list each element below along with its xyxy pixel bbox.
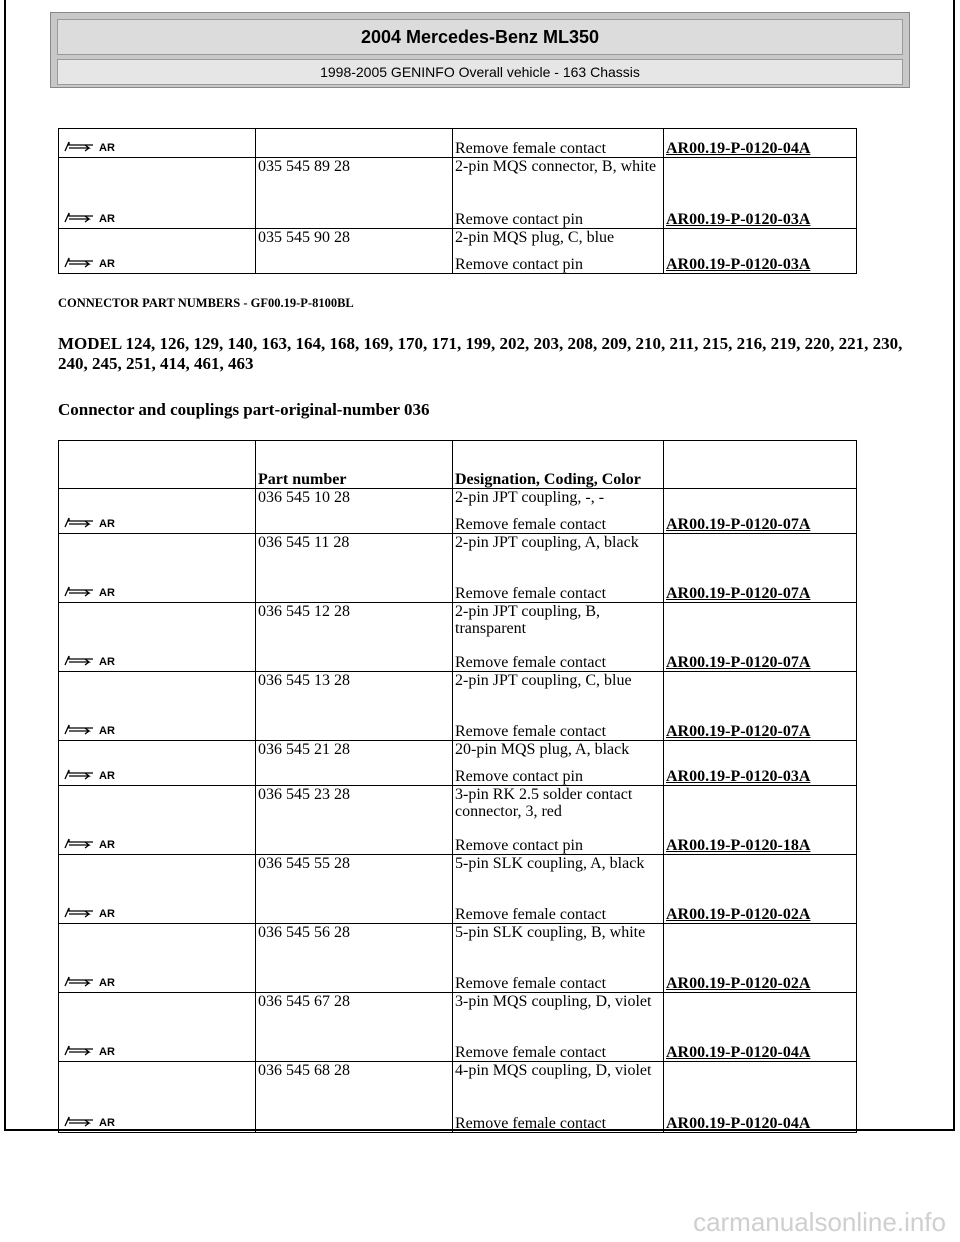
designation-content — [455, 229, 663, 273]
header-title-bar — [57, 19, 903, 55]
ar-arrow-icon[interactable] — [63, 1114, 123, 1131]
reference-cell — [664, 534, 857, 603]
designation-text: 2-pin JPT coupling, A, black — [455, 534, 639, 551]
designation-text: 2-pin JPT coupling, -, - — [455, 489, 605, 506]
designation-text: 2-pin JPT coupling, B, transparent — [455, 603, 601, 637]
reference-link[interactable]: AR00.19-P-0120-07A — [666, 654, 811, 671]
part-number-cell — [256, 924, 453, 993]
parts-table-036 — [58, 440, 857, 1133]
row-icon-cell — [59, 158, 256, 229]
watermark: carmanualsonline.info — [693, 1207, 946, 1237]
row-icon-cell — [59, 855, 256, 924]
part-number: 035 545 89 28 — [258, 158, 350, 175]
designation-content — [455, 741, 663, 785]
table-header-row — [59, 441, 857, 489]
section-heading-connector-part-numbers: CONNECTOR PART NUMBERS - GF00.19-P-8100BL — [58, 296, 354, 310]
designation-cell — [453, 993, 664, 1062]
reference-link[interactable]: AR00.19-P-0120-03A — [666, 256, 811, 273]
reference-link[interactable]: AR00.19-P-0120-03A — [666, 211, 811, 228]
designation-content — [455, 534, 663, 602]
table-row — [59, 534, 857, 603]
designation-cell — [453, 129, 664, 158]
ar-arrow-icon[interactable] — [63, 974, 123, 991]
action-text: Remove female contact — [455, 585, 607, 602]
row-icon-cell — [59, 534, 256, 603]
action-text: Remove female contact — [455, 906, 607, 923]
reference-link[interactable]: AR00.19-P-0120-18A — [666, 837, 811, 854]
designation-cell — [453, 229, 664, 274]
reference-cell — [664, 924, 857, 993]
row-icon-cell — [59, 672, 256, 741]
part-number: 035 545 90 28 — [258, 229, 350, 246]
designation-content — [455, 672, 663, 740]
row-icon-cell — [59, 229, 256, 274]
part-number: 036 545 55 28 — [258, 855, 350, 872]
designation-text: 5-pin SLK coupling, A, black — [455, 855, 645, 872]
table-row — [59, 1062, 857, 1133]
ar-icon-label: AR — [99, 656, 115, 666]
table-row — [59, 741, 857, 786]
part-number-cell — [256, 603, 453, 672]
action-text: Remove female contact — [455, 516, 607, 533]
ar-icon-label: AR — [99, 977, 115, 987]
part-number: 036 545 13 28 — [258, 672, 350, 689]
column-header-part-number: Part number — [258, 471, 347, 488]
ar-icon-label: AR — [99, 518, 115, 528]
action-text: Remove female contact — [455, 723, 607, 740]
row-icon-cell — [59, 129, 256, 158]
ar-icon-label: AR — [99, 725, 115, 735]
action-text: Remove female contact — [455, 975, 607, 992]
ar-icon-label: AR — [99, 213, 115, 223]
designation-cell — [453, 786, 664, 855]
row-icon-cell — [59, 603, 256, 672]
ar-icon-label: AR — [99, 258, 115, 268]
reference-cell — [664, 229, 857, 274]
part-number-cell — [256, 993, 453, 1062]
row-icon-cell — [59, 489, 256, 534]
designation-text: 4-pin MQS coupling, D, violet — [455, 1062, 652, 1079]
ar-arrow-icon[interactable] — [63, 584, 123, 601]
designation-cell — [453, 489, 664, 534]
designation-content — [455, 924, 663, 992]
reference-cell — [664, 129, 857, 158]
document-header — [50, 12, 910, 88]
reference-cell — [664, 489, 857, 534]
table-row — [59, 786, 857, 855]
reference-cell — [664, 158, 857, 229]
row-icon-cell — [59, 786, 256, 855]
designation-text: 2-pin MQS plug, C, blue — [455, 229, 615, 246]
reference-cell — [664, 786, 857, 855]
document-subtitle: 1998-2005 GENINFO Overall vehicle - 163 Chassis — [320, 64, 640, 80]
designation-text: 3-pin RK 2.5 solder contact connector, 3, red — [455, 786, 633, 820]
designation-content — [455, 993, 663, 1061]
reference-link[interactable]: AR00.19-P-0120-03A — [666, 768, 811, 785]
table-row — [59, 924, 857, 993]
action-text: Remove female contact — [455, 1044, 607, 1061]
reference-link[interactable]: AR00.19-P-0120-04A — [666, 1044, 811, 1061]
header-subtitle-bar — [57, 59, 903, 85]
part-number: 036 545 11 28 — [258, 534, 350, 551]
ar-icon-label: AR — [99, 770, 115, 780]
reference-link[interactable]: AR00.19-P-0120-07A — [666, 585, 811, 602]
header-cell-part-number — [256, 441, 453, 489]
part-number: 036 545 23 28 — [258, 786, 350, 803]
ar-arrow-icon[interactable] — [63, 653, 123, 670]
part-number: 036 545 12 28 — [258, 603, 350, 620]
row-icon-cell — [59, 924, 256, 993]
part-number-cell — [256, 229, 453, 274]
part-number-cell — [256, 489, 453, 534]
header-cell-designation — [453, 441, 664, 489]
ar-arrow-icon[interactable] — [63, 836, 123, 853]
reference-link[interactable]: AR00.19-P-0120-07A — [666, 516, 811, 533]
reference-link[interactable]: AR00.19-P-0120-02A — [666, 975, 811, 992]
designation-cell — [453, 1062, 664, 1133]
reference-cell — [664, 672, 857, 741]
reference-cell — [664, 993, 857, 1062]
action-text: Remove contact pin — [455, 837, 583, 854]
row-icon-cell — [59, 741, 256, 786]
table-row — [59, 993, 857, 1062]
action-text: Remove female contact — [455, 140, 607, 157]
section-heading-models: MODEL 124, 126, 129, 140, 163, 164, 168, 169, 170, 171, 199, 202, 203, 208, 209, 210, 211, 215, 216, 219, 220, 221, 230, 240, 245, 251, 414, 461, 463 — [58, 334, 903, 373]
designation-text: 5-pin SLK coupling, B, white — [455, 924, 646, 941]
part-number-cell — [256, 158, 453, 229]
table-row — [59, 672, 857, 741]
designation-content — [455, 489, 663, 533]
table-row — [59, 489, 857, 534]
ar-icon-label: AR — [99, 1117, 115, 1127]
ar-icon-label: AR — [99, 1046, 115, 1056]
designation-content — [455, 603, 663, 671]
action-text: Remove female contact — [455, 1115, 607, 1132]
ar-arrow-icon[interactable] — [63, 905, 123, 922]
designation-content — [455, 158, 663, 228]
designation-cell — [453, 855, 664, 924]
reference-cell — [664, 741, 857, 786]
ar-icon-label: AR — [99, 142, 115, 152]
reference-cell — [664, 603, 857, 672]
table-row — [59, 855, 857, 924]
part-number: 036 545 56 28 — [258, 924, 350, 941]
ar-icon-label: AR — [99, 839, 115, 849]
table-row — [59, 229, 857, 274]
reference-link[interactable]: AR00.19-P-0120-04A — [666, 1115, 811, 1132]
designation-cell — [453, 534, 664, 603]
designation-content — [455, 786, 663, 854]
designation-text: 3-pin MQS coupling, D, violet — [455, 993, 652, 1010]
part-number-cell — [256, 672, 453, 741]
part-number-cell — [256, 534, 453, 603]
ar-arrow-icon[interactable] — [63, 767, 123, 784]
action-text: Remove contact pin — [455, 211, 583, 228]
table-row — [59, 603, 857, 672]
ar-arrow-icon[interactable] — [63, 1043, 123, 1060]
column-header-designation: Designation, Coding, Color — [455, 471, 641, 488]
designation-content — [455, 855, 663, 923]
part-number-cell — [256, 855, 453, 924]
document-title: 2004 Mercedes-Benz ML350 — [360, 26, 600, 47]
row-icon-cell — [59, 1062, 256, 1133]
reference-cell — [664, 855, 857, 924]
ar-arrow-icon[interactable] — [63, 515, 123, 532]
designation-text: 2-pin JPT coupling, C, blue — [455, 672, 632, 689]
part-number: 036 545 68 28 — [258, 1062, 350, 1079]
designation-cell — [453, 741, 664, 786]
reference-link[interactable]: AR00.19-P-0120-07A — [666, 723, 811, 740]
table-row — [59, 158, 857, 229]
ar-arrow-icon[interactable] — [63, 210, 123, 227]
ar-icon-label: AR — [99, 908, 115, 918]
part-number: 036 545 21 28 — [258, 741, 350, 758]
header-cell-reference — [664, 441, 857, 489]
part-number: 036 545 10 28 — [258, 489, 350, 506]
designation-cell — [453, 672, 664, 741]
designation-cell — [453, 158, 664, 229]
row-icon-cell — [59, 993, 256, 1062]
ar-arrow-icon[interactable] — [63, 255, 123, 272]
action-text: Remove contact pin — [455, 256, 583, 273]
designation-cell — [453, 924, 664, 993]
reference-link[interactable]: AR00.19-P-0120-04A — [666, 140, 811, 157]
ar-icon-label: AR — [99, 587, 115, 597]
designation-cell — [453, 603, 664, 672]
designation-text: 20-pin MQS plug, A, black — [455, 741, 630, 758]
part-number-cell — [256, 1062, 453, 1133]
action-text: Remove contact pin — [455, 768, 583, 785]
designation-content — [455, 129, 663, 157]
designation-text: 2-pin MQS connector, B, white — [455, 158, 657, 175]
designation-content — [455, 1062, 663, 1132]
action-text: Remove female contact — [455, 654, 607, 671]
table-row — [59, 129, 857, 158]
header-cell-icon — [59, 441, 256, 489]
part-number-cell — [256, 786, 453, 855]
ar-arrow-icon[interactable] — [63, 722, 123, 739]
section-heading-couplings: Connector and couplings part-original-number 036 — [58, 400, 430, 419]
part-number: 036 545 67 28 — [258, 993, 350, 1010]
reference-link[interactable]: AR00.19-P-0120-02A — [666, 906, 811, 923]
part-number-cell — [256, 741, 453, 786]
reference-cell — [664, 1062, 857, 1133]
ar-arrow-icon[interactable] — [63, 139, 123, 156]
parts-table-continued — [58, 128, 857, 274]
part-number-cell — [256, 129, 453, 158]
